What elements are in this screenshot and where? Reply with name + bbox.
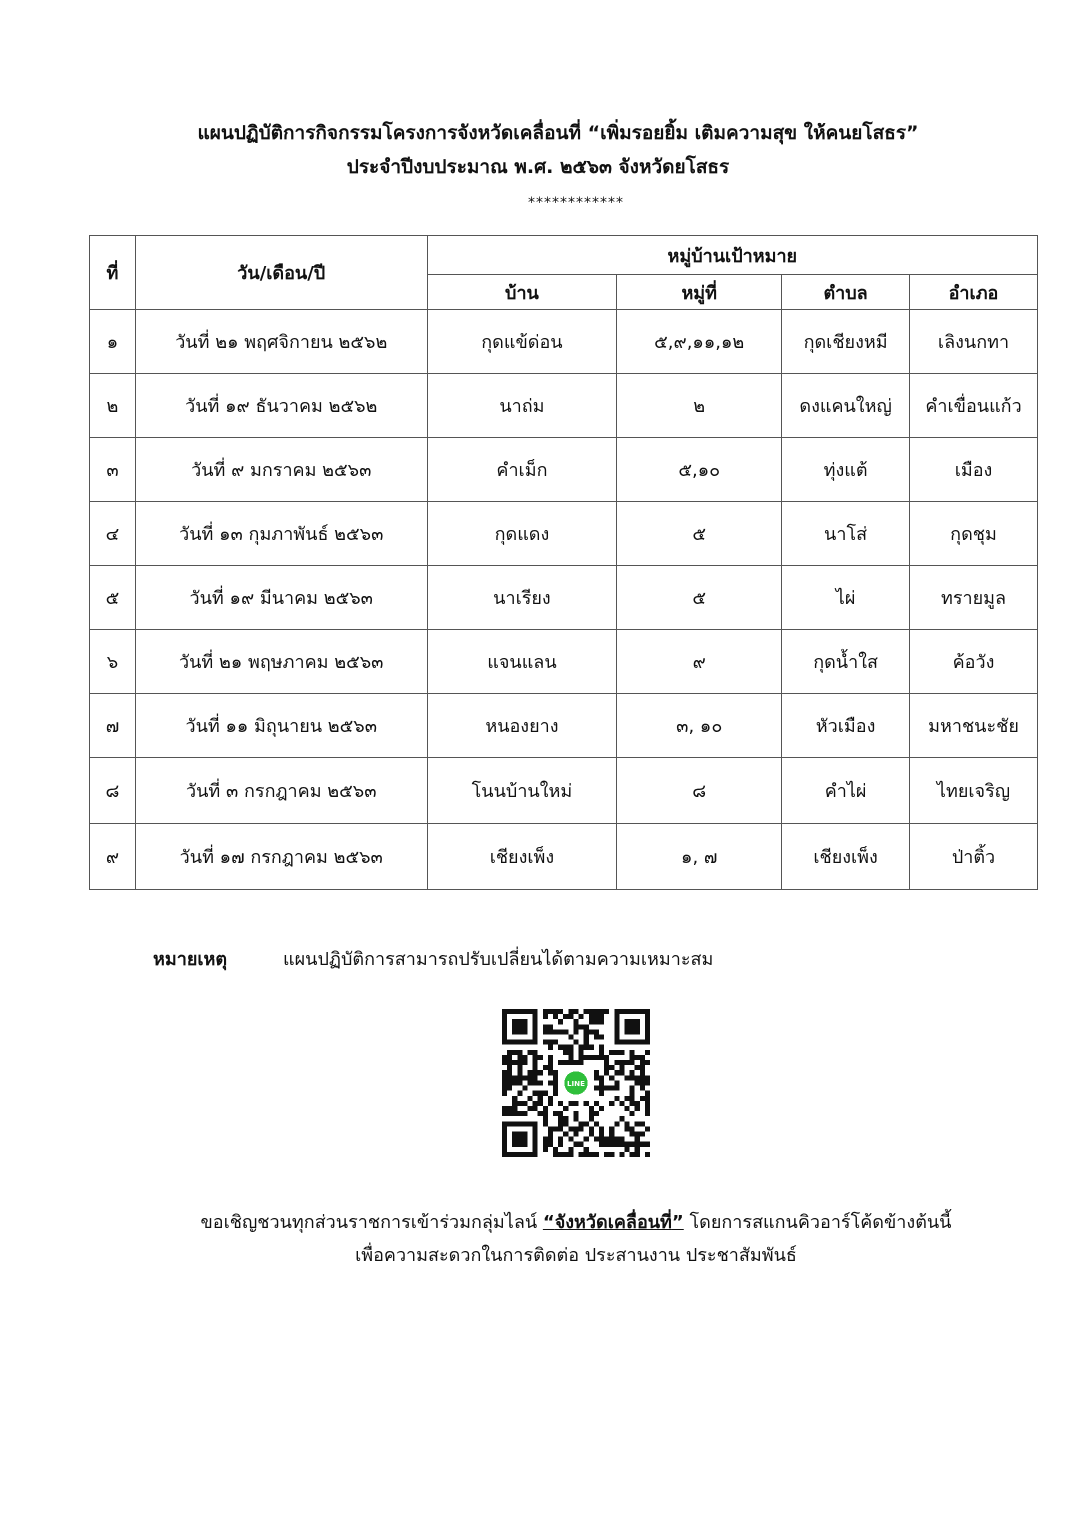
cell-subdistrict: กุดเชียงหมี <box>782 310 910 374</box>
table-row <box>90 758 1038 824</box>
cell-date: วันที่ ๑๓ กุมภาพันธ์ ๒๕๖๓ <box>135 502 427 566</box>
cell-subdistrict: กุดน้ำใส <box>782 630 910 694</box>
document-title-line1: แผนปฏิบัติการกิจกรรมโครงการจังหวัดเคลื่อนที่ “เพิ่มรอยยิ้ม เติมความสุข ให้คนยโสธร” <box>197 122 919 144</box>
cell-moo: ๓, ๑๐ <box>617 694 782 758</box>
cell-district: มหาชนะชัย <box>910 694 1038 758</box>
cell-district: เลิงนกทา <box>910 310 1038 374</box>
cell-no: ๖ <box>90 630 136 694</box>
invite-line2: เพื่อความสะดวกในการติดต่อ ประสานงาน ประชาสัมพันธ์ <box>355 1245 797 1266</box>
cell-no: ๔ <box>90 502 136 566</box>
cell-district: เมือง <box>910 438 1038 502</box>
cell-district: ทรายมูล <box>910 566 1038 630</box>
cell-village: กุดแข้ด่อน <box>427 310 617 374</box>
invite-suffix: โดยการสแกนคิวอาร์โค้ดข้างต้นนี้ <box>683 1212 952 1233</box>
cell-date: วันที่ ๑๑ มิถุนายน ๒๕๖๓ <box>135 694 427 758</box>
cell-village: นาเรียง <box>427 566 617 630</box>
plan-table <box>89 235 1038 890</box>
invite-prefix: ขอเชิญชวนทุกส่วนราชการเข้าร่วมกลุ่มไลน์ <box>200 1212 543 1233</box>
cell-district: คำเขื่อนแก้ว <box>910 374 1038 438</box>
cell-district: ป่าติ้ว <box>910 824 1038 890</box>
invite-open-quote: “ <box>542 1212 555 1233</box>
line-qr-code-icon <box>502 1009 650 1157</box>
cell-date: วันที่ ๑๙ ธันวาคม ๒๕๖๒ <box>135 374 427 438</box>
invite-line1 <box>0 1207 1076 1236</box>
cell-moo: ๕,๑๐ <box>617 438 782 502</box>
table-row <box>90 374 1038 438</box>
invite-close-quote: ” <box>671 1212 684 1233</box>
cell-no: ๗ <box>90 694 136 758</box>
cell-no: ๙ <box>90 824 136 890</box>
cell-moo: ๕,๙,๑๑,๑๒ <box>617 310 782 374</box>
cell-subdistrict: นาโส่ <box>782 502 910 566</box>
table-row <box>90 630 1038 694</box>
header-village: บ้าน <box>427 275 617 310</box>
cell-district: ค้อวัง <box>910 630 1038 694</box>
cell-moo: ๙ <box>617 630 782 694</box>
cell-date: วันที่ ๙ มกราคม ๒๕๖๓ <box>135 438 427 502</box>
cell-date: วันที่ ๒๑ พฤษภาคม ๒๕๖๓ <box>135 630 427 694</box>
cell-subdistrict: คำไผ่ <box>782 758 910 824</box>
cell-village: กุดแดง <box>427 502 617 566</box>
table-row <box>90 310 1038 374</box>
table-row <box>90 438 1038 502</box>
cell-subdistrict: ดงแคนใหญ่ <box>782 374 910 438</box>
document-title-line2: ประจำปีงบประมาณ พ.ศ. ๒๕๖๓ จังหวัดยโสธร <box>346 156 730 178</box>
note-text: แผนปฏิบัติการสามารถปรับเปลี่ยนได้ตามความเหมาะสม <box>283 949 714 970</box>
header-no: ที่ <box>90 236 136 310</box>
cell-village: โนนบ้านใหม่ <box>427 758 617 824</box>
header-target-group: หมู่บ้านเป้าหมาย <box>427 236 1037 275</box>
header-district: อำเภอ <box>910 275 1038 310</box>
cell-moo: ๑, ๗ <box>617 824 782 890</box>
table-row <box>90 694 1038 758</box>
cell-village: หนองยาง <box>427 694 617 758</box>
cell-village: คำเม็ก <box>427 438 617 502</box>
cell-date: วันที่ ๑๗ กรกฎาคม ๒๕๖๓ <box>135 824 427 890</box>
table-row <box>90 566 1038 630</box>
cell-no: ๓ <box>90 438 136 502</box>
cell-subdistrict: หัวเมือง <box>782 694 910 758</box>
cell-village: นาถ่ม <box>427 374 617 438</box>
header-moo: หมู่ที่ <box>617 275 782 310</box>
cell-moo: ๕ <box>617 566 782 630</box>
cell-district: กุดชุม <box>910 502 1038 566</box>
cell-date: วันที่ ๑๙ มีนาคม ๒๕๖๓ <box>135 566 427 630</box>
cell-date: วันที่ ๒๑ พฤศจิกายน ๒๕๖๒ <box>135 310 427 374</box>
line-logo-text: LINE <box>566 1079 586 1089</box>
table-body <box>90 310 1038 890</box>
cell-subdistrict: ไผ่ <box>782 566 910 630</box>
header-date: วัน/เดือน/ปี <box>135 236 427 310</box>
table-header <box>90 236 1038 310</box>
table-row <box>90 824 1038 890</box>
note-label: หมายเหตุ <box>153 949 228 970</box>
header-subdistrict: ตำบล <box>782 275 910 310</box>
cell-no: ๕ <box>90 566 136 630</box>
cell-no: ๘ <box>90 758 136 824</box>
cell-moo: ๒ <box>617 374 782 438</box>
cell-subdistrict: ทุ่งแต้ <box>782 438 910 502</box>
cell-date: วันที่ ๓ กรกฎาคม ๒๕๖๓ <box>135 758 427 824</box>
cell-village: เชียงเพ็ง <box>427 824 617 890</box>
separator: ************ <box>528 195 624 211</box>
cell-moo: ๕ <box>617 502 782 566</box>
cell-district: ไทยเจริญ <box>910 758 1038 824</box>
invite-group-name: จังหวัดเคลื่อนที่ <box>554 1212 672 1233</box>
cell-village: แจนแลน <box>427 630 617 694</box>
cell-subdistrict: เชียงเพ็ง <box>782 824 910 890</box>
cell-no: ๑ <box>90 310 136 374</box>
cell-moo: ๘ <box>617 758 782 824</box>
cell-no: ๒ <box>90 374 136 438</box>
table-row <box>90 502 1038 566</box>
